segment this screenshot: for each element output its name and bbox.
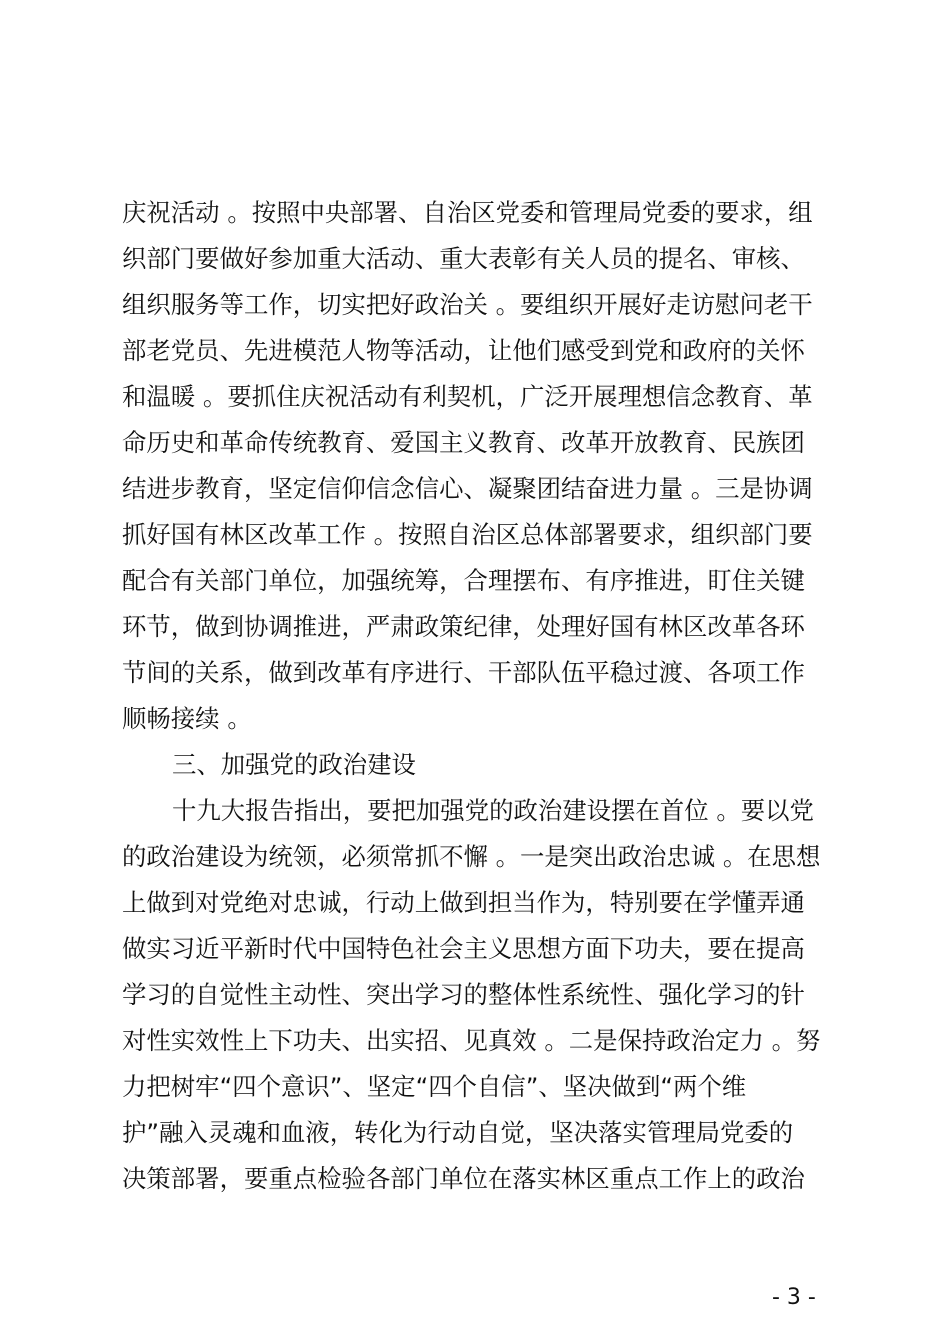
text-line: 环节，做到协调推进，严肃政策纪律，处理好国有林区改革各环 (122, 612, 805, 641)
text-line: 部老党员、先进模范人物等活动，让他们感受到党和政府的关怀 (122, 336, 805, 365)
text-line: 力把树牢“四个意识”、坚定“四个自信”、坚决做到“两个维 (122, 1072, 747, 1101)
page-number: - 3 - (772, 1285, 816, 1310)
text-line: 结进步教育，坚定信仰信念信心、凝聚团结奋进力量 。三是协调 (122, 474, 813, 503)
text-line: 十九大报告指出，要把加强党的政治建设摆在首位 。要以党 (172, 796, 814, 825)
text-line: 的政治建设为统领，必须常抓不懈 。一是突出政治忠诚 。在思想 (122, 842, 821, 871)
text-line: 节间的关系，做到改革有序进行、干部队伍平稳过渡、各项工作 (122, 658, 805, 687)
text-line: 做实习近平新时代中国特色社会主义思想方面下功夫，要在提高 (122, 934, 805, 963)
text-line: 命历史和革命传统教育、爱国主义教育、改革开放教育、民族团 (122, 428, 805, 457)
text-line: 顺畅接续 。 (122, 704, 252, 733)
text-line: 织部门要做好参加重大活动、重大表彰有关人员的提名、审核、 (122, 244, 805, 273)
text-line: 抓好国有林区改革工作 。按照自治区总体部署要求，组织部门要 (122, 520, 813, 549)
section-heading: 三、加强党的政治建设 (172, 750, 416, 779)
text-line: 学习的自觉性主动性、突出学习的整体性系统性、强化学习的针 (122, 980, 805, 1009)
text-line: 决策部署，要重点检验各部门单位在落实林区重点工作上的政治 (122, 1164, 805, 1193)
text-line: 庆祝活动 。按照中央部署、自治区党委和管理局党委的要求，组 (122, 198, 813, 227)
text-line: 护”融入灵魂和血液，转化为行动自觉，坚决落实管理局党委的 (122, 1118, 794, 1147)
text-line: 对性实效性上下功夫、出实招、见真效 。二是保持政治定力 。努 (122, 1026, 821, 1055)
text-line: 上做到对党绝对忠诚，行动上做到担当作为，特别要在学懂弄通 (122, 888, 805, 917)
text-line: 配合有关部门单位，加强统筹，合理摆布、有序推进，盯住关键 (122, 566, 805, 595)
text-line: 和温暖 。要抓住庆祝活动有利契机，广泛开展理想信念教育、革 (122, 382, 813, 411)
text-line: 组织服务等工作，切实把好政治关 。要组织开展好走访慰问老干 (122, 290, 813, 319)
